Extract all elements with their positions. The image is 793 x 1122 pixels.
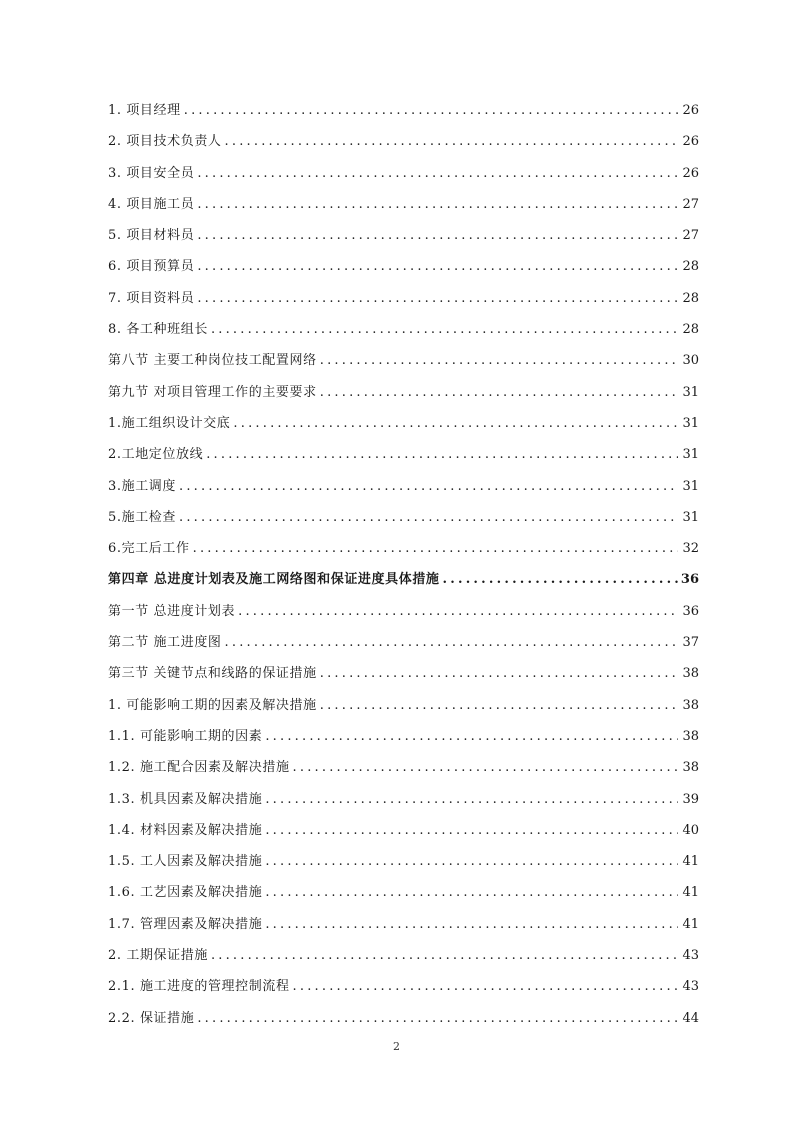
toc-dot-leader [265, 909, 678, 940]
toc-dot-leader [197, 189, 678, 220]
toc-entry-title: 1.5. 工人因素及解决措施 [108, 854, 263, 870]
toc-dot-leader [197, 1003, 678, 1034]
toc-dot-leader [179, 471, 678, 502]
toc-entry-page-number: 36 [682, 603, 699, 619]
toc-entry-page-number: 28 [682, 259, 699, 275]
toc-entry[interactable] [108, 564, 699, 595]
toc-entry[interactable] [108, 690, 699, 721]
toc-entry-title: 1.1. 可能影响工期的因素 [108, 728, 263, 744]
toc-entry[interactable] [108, 940, 699, 971]
toc-entry-page-number: 41 [682, 916, 699, 932]
toc-entry-page-number: 31 [682, 415, 699, 431]
toc-entry[interactable] [108, 126, 699, 157]
toc-entry-page-number: 28 [682, 290, 699, 306]
toc-entry[interactable] [108, 377, 699, 408]
toc-dot-leader [265, 784, 678, 815]
toc-entry[interactable] [108, 471, 699, 502]
toc-entry[interactable] [108, 627, 699, 658]
toc-entry-title: 第九节 对项目管理工作的主要要求 [108, 384, 317, 400]
toc-entry-page-number: 39 [682, 791, 699, 807]
toc-entry[interactable] [108, 658, 699, 689]
toc-dot-leader [206, 439, 678, 470]
toc-dot-leader [184, 95, 678, 126]
toc-dot-leader [225, 126, 678, 157]
toc-entry-page-number: 31 [682, 384, 699, 400]
toc-entry[interactable] [108, 971, 699, 1002]
toc-dot-leader [197, 220, 678, 251]
toc-dot-leader [320, 345, 678, 376]
toc-entry-title: 第四章 总进度计划表及施工网络图和保证进度具体措施 [108, 572, 440, 588]
toc-entry-page-number: 43 [682, 948, 699, 964]
toc-entry-title: 4. 项目施工员 [108, 196, 195, 212]
toc-dot-leader [211, 940, 678, 971]
toc-entry[interactable] [108, 283, 699, 314]
toc-entry-title: 1.4. 材料因素及解决措施 [108, 822, 263, 838]
toc-entry-title: 1.3. 机具因素及解决措施 [108, 791, 263, 807]
toc-entry-page-number: 26 [682, 134, 699, 150]
toc-entry-title: 1. 可能影响工期的因素及解决措施 [108, 697, 317, 713]
toc-dot-leader [265, 721, 678, 752]
toc-entry[interactable] [108, 784, 699, 815]
toc-dot-leader [320, 658, 678, 689]
toc-entry-title: 1.施工组织设计交底 [108, 415, 231, 431]
toc-entry-page-number: 43 [682, 979, 699, 995]
toc-dot-leader [225, 627, 678, 658]
page-number: 2 [393, 1040, 400, 1053]
toc-entry[interactable] [108, 189, 699, 220]
toc-dot-leader [320, 690, 678, 721]
toc-entry[interactable] [108, 314, 699, 345]
toc-entry-title: 2.工地定位放线 [108, 447, 204, 463]
toc-entry[interactable] [108, 846, 699, 877]
toc-entry-page-number: 31 [682, 509, 699, 525]
toc-entry[interactable] [108, 251, 699, 282]
toc-dot-leader [443, 564, 678, 595]
toc-entry[interactable] [108, 158, 699, 189]
toc-entry-page-number: 38 [682, 760, 699, 776]
toc-dot-leader [293, 971, 678, 1002]
toc-entry-title: 第二节 施工进度图 [108, 635, 222, 651]
toc-entry-title: 6.完工后工作 [108, 541, 190, 557]
toc-entry-page-number: 44 [682, 1010, 699, 1026]
toc-entry[interactable] [108, 439, 699, 470]
toc-dot-leader [233, 408, 678, 439]
toc-entry-title: 第三节 关键节点和线路的保证措施 [108, 666, 317, 682]
toc-entry-page-number: 28 [682, 322, 699, 338]
toc-dot-leader [265, 846, 678, 877]
toc-entry-title: 第八节 主要工种岗位技工配置网络 [108, 353, 317, 369]
toc-entry-page-number: 40 [682, 822, 699, 838]
toc-entry-page-number: 36 [680, 572, 699, 588]
toc-entry-title: 5. 项目材料员 [108, 228, 195, 244]
toc-entry[interactable] [108, 502, 699, 533]
toc-entry[interactable] [108, 220, 699, 251]
toc-entry[interactable] [108, 815, 699, 846]
toc-entry-title: 1.2. 施工配合因素及解决措施 [108, 760, 290, 776]
toc-dot-leader [265, 877, 678, 908]
toc-entry-page-number: 31 [682, 478, 699, 494]
toc-dot-leader [193, 533, 678, 564]
toc-entry[interactable] [108, 408, 699, 439]
toc-entry-page-number: 41 [682, 854, 699, 870]
toc-entry-title: 2. 项目技术负责人 [108, 134, 222, 150]
toc-entry-page-number: 31 [682, 447, 699, 463]
toc-entry[interactable] [108, 721, 699, 752]
toc-entry-title: 第一节 总进度计划表 [108, 603, 236, 619]
toc-dot-leader [211, 314, 678, 345]
toc-entry-page-number: 38 [682, 666, 699, 682]
table-of-contents [108, 95, 699, 1034]
toc-entry[interactable] [108, 533, 699, 564]
toc-dot-leader [238, 596, 678, 627]
toc-entry-title: 6. 项目预算员 [108, 259, 195, 275]
toc-entry[interactable] [108, 345, 699, 376]
toc-dot-leader [293, 752, 678, 783]
toc-entry-page-number: 37 [682, 635, 699, 651]
toc-entry-page-number: 38 [682, 728, 699, 744]
toc-entry-page-number: 27 [682, 228, 699, 244]
toc-dot-leader [320, 377, 678, 408]
toc-entry-title: 2. 工期保证措施 [108, 948, 208, 964]
toc-entry-title: 2.1. 施工进度的管理控制流程 [108, 979, 290, 995]
toc-dot-leader [265, 815, 678, 846]
toc-entry-page-number: 27 [682, 196, 699, 212]
toc-entry[interactable] [108, 909, 699, 940]
toc-dot-leader [197, 283, 678, 314]
toc-entry[interactable] [108, 596, 699, 627]
toc-entry-title: 1.6. 工艺因素及解决措施 [108, 885, 263, 901]
toc-entry[interactable] [108, 1003, 699, 1034]
toc-entry-page-number: 26 [682, 103, 699, 118]
toc-entry-title: 1.7. 管理因素及解决措施 [108, 916, 263, 932]
toc-dot-leader [197, 251, 678, 282]
toc-entry-page-number: 41 [682, 885, 699, 901]
toc-entry-title: 5.施工检查 [108, 509, 177, 525]
toc-dot-leader [179, 502, 678, 533]
toc-entry-page-number: 26 [682, 165, 699, 181]
toc-entry-title: 2.2. 保证措施 [108, 1010, 195, 1026]
toc-dot-leader [197, 158, 678, 189]
toc-entry-title: 1. 项目经理 [108, 103, 181, 118]
toc-entry-title: 7. 项目资料员 [108, 290, 195, 306]
toc-entry-page-number: 38 [682, 697, 699, 713]
toc-entry-title: 3. 项目安全员 [108, 165, 195, 181]
toc-entry[interactable] [108, 877, 699, 908]
toc-entry-title: 3.施工调度 [108, 478, 177, 494]
toc-entry[interactable] [108, 95, 699, 126]
toc-entry-title: 8. 各工种班组长 [108, 322, 208, 338]
toc-entry-page-number: 32 [682, 541, 699, 557]
toc-entry[interactable] [108, 752, 699, 783]
toc-entry-page-number: 30 [682, 353, 699, 369]
